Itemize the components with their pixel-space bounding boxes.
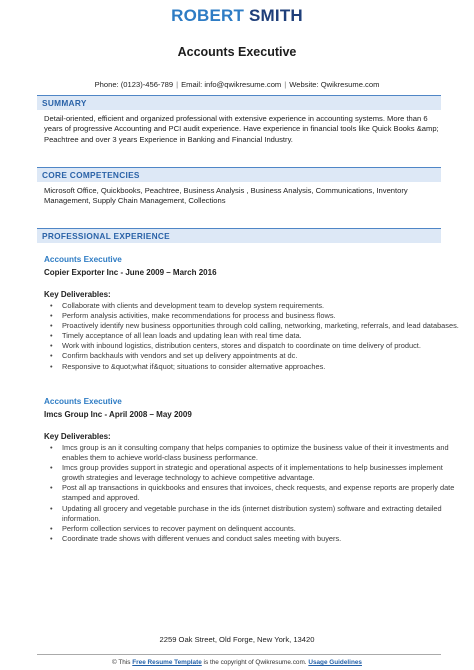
list-item: • Collaborate with clients and development team to develop system requirements. [62, 301, 462, 311]
contact-email[interactable]: Email: info@qwikresume.com [181, 80, 282, 89]
list-item: • Imcs group is an it consulting company that helps companies to optimize the business value of their it investments and enables them to achieve world-class business performance. [62, 443, 462, 463]
last-name: SMITH [249, 6, 303, 25]
list-item: • Confirm backhauls with vendors and set up delivery appointments at dc. [62, 351, 462, 361]
list-item: • Coordinate trade shows with different venues and conduct sales meeting with buyers. [62, 534, 462, 544]
job-title: Accounts Executive [44, 255, 122, 264]
deliverables-label: Key Deliverables: [44, 432, 111, 441]
separator: | [176, 80, 179, 89]
list-item: • Proactively identify new business opportunities through cold calling, networking, marketing, referrals, and lead databases. [62, 321, 462, 331]
list-item: • Post all ap transactions in quickbooks and ensures that invoices, check requests, and expense reports are properly date stamped and approved. [62, 483, 462, 503]
contact-phone: Phone: (0123)-456-789 [94, 80, 174, 89]
list-item: • Imcs group provides support in strategic and operational aspects of it implementations to help businesses implement growth strategies and leverage technology to achieve competitive advantage. [62, 463, 462, 483]
footer-address: 2259 Oak Street, Old Forge, New York, 13420 [159, 635, 315, 644]
first-name: ROBERT [171, 6, 245, 25]
list-item: • Perform collection services to recover payment on delinquent accounts. [62, 524, 462, 534]
job-company-dates: Imcs Group Inc - April 2008 – May 2009 [44, 410, 192, 419]
list-item: • Timely acceptance of all lean loads and updating lean with real time data. [62, 331, 462, 341]
footer-copyright [0, 659, 474, 666]
list-item: • Perform analysis activities, make recommendations for process and business flows. [62, 311, 462, 321]
section-title: CORE COMPETENCIES [42, 170, 140, 180]
free-resume-template-link[interactable]: Free Resume Template [132, 659, 202, 666]
section-title: SUMMARY [42, 98, 87, 108]
deliverables-label: Key Deliverables: [44, 290, 111, 299]
contact-website[interactable]: Website: Qwikresume.com [289, 80, 380, 89]
footer-divider [37, 654, 441, 655]
list-item: • Responsive to &quot;what if&quot; situations to consider alternative approaches. [62, 362, 462, 372]
job-title: Accounts Executive [44, 397, 122, 406]
candidate-name [0, 6, 474, 26]
contact-line [0, 80, 474, 89]
section-title: PROFESSIONAL EXPERIENCE [42, 231, 170, 241]
deliverables-list [44, 301, 462, 372]
section-header-summary [37, 95, 441, 110]
list-item: • Work with inbound logistics, distribution centers, stores and dispatch to coordinate on time delivery of product. [62, 341, 462, 351]
separator: | [284, 80, 287, 89]
job-company-dates: Copier Exporter Inc - June 2009 – March 2016 [44, 268, 217, 277]
section-header-experience [37, 228, 441, 243]
copyright-middle: is the copyright of Qwikresume.com. [203, 659, 307, 666]
section-header-competencies [37, 167, 441, 182]
summary-text: Detail-oriented, efficient and organized professional with extensive experience in accounting systems. More than 6 years of progressive Accounting and PCI audit experience. Have experience in financial tools like Quick Books &amp; Peachtree and over 3 years Experience in Banking and Financial Industry. [44, 114, 439, 144]
copyright-prefix: © This [112, 659, 131, 666]
candidate-title: Accounts Executive [177, 45, 297, 59]
deliverables-list [44, 443, 462, 544]
usage-guidelines-link[interactable]: Usage Guidelines [308, 659, 362, 666]
list-item: • Updating all grocery and vegetable purchase in the ids (internet distribution system) software and extracting detailed information. [62, 504, 462, 524]
competencies-text: Microsoft Office, Quickbooks, Peachtree, Business Analysis , Business Analysis, Communications, Inventory Management, Supply Chain Management, Collections [44, 186, 408, 206]
